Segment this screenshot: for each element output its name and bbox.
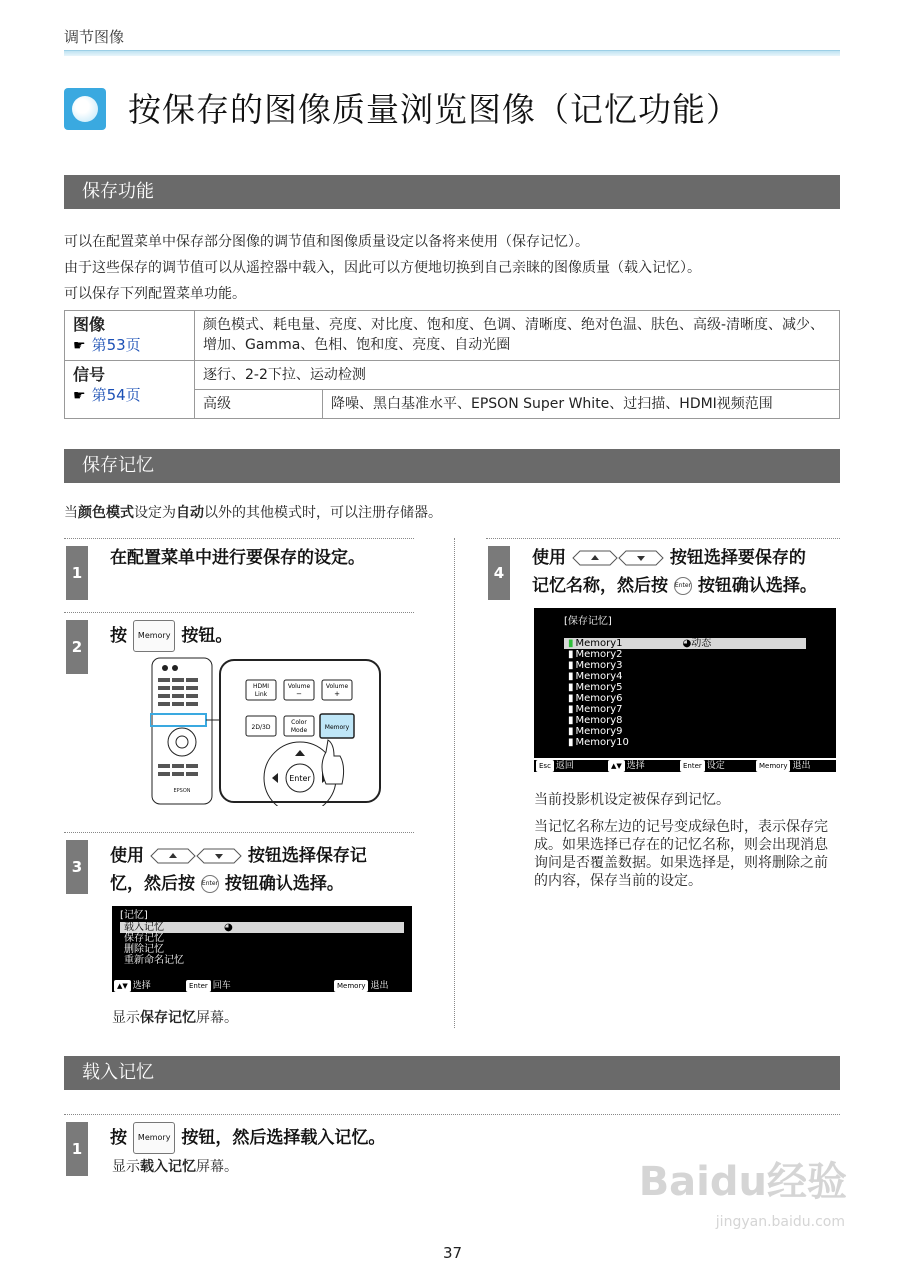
title-bullet-icon <box>64 88 106 130</box>
menu-help-bar: Esc 返回 ▲▼ 选择 Enter 设定 Memory 退出 <box>534 760 836 772</box>
svg-text:Memory: Memory <box>324 724 350 731</box>
step-divider <box>486 538 840 539</box>
enter-key-icon: Enter <box>674 577 692 595</box>
step-divider <box>64 612 414 613</box>
memory-status-icon: ▮ <box>568 660 574 671</box>
menu-item-delete-memory[interactable]: 删除记忆 <box>124 944 164 955</box>
page-reference-link[interactable]: 第53页 <box>91 336 141 354</box>
step-caption: 当前投影机设定被保存到记忆。 <box>534 792 730 808</box>
svg-text:Color: Color <box>291 719 307 726</box>
paragraph: 由于这些保存的调节值可以从遥控器中载入，因此可以方便地切换到自己亲睐的图像质量（载入记忆）。 <box>64 260 701 276</box>
step-caption: 显示保存记忆屏幕。 <box>112 1010 238 1026</box>
memory-menu-screen <box>112 906 412 980</box>
svg-text:EPSON: EPSON <box>173 788 191 794</box>
memory-status-icon: ▮ <box>568 693 574 704</box>
step-text: 使用 按钮选择要保存的 记忆名称，然后按 Enter 按钮确认选择。 <box>532 548 817 596</box>
svg-text:2D/3D: 2D/3D <box>251 724 271 731</box>
memory-color-mode: ◕动态 <box>682 638 712 649</box>
memory-list-item[interactable]: ▮ Memory1 ◕动态 <box>564 638 806 649</box>
memory-list-item[interactable]: ▮ Memory6 <box>568 693 623 704</box>
svg-text:Volume: Volume <box>325 683 349 690</box>
page-number: 37 <box>442 1244 463 1262</box>
page-title: 按保存的图像质量浏览图像（记忆功能） <box>128 90 740 129</box>
header-divider <box>64 50 840 56</box>
section-intro: 当颜色模式设定为自动以外的其他模式时，可以注册存储器。 <box>64 505 442 521</box>
svg-text:HDMI: HDMI <box>252 683 270 690</box>
step-text: 按 Memory 按钮，然后选择载入记忆。 <box>110 1122 385 1154</box>
step-divider <box>64 538 414 539</box>
memory-status-icon: ▮ <box>568 671 574 682</box>
memory-status-icon: ▮ <box>568 638 574 649</box>
table-row <box>65 361 840 390</box>
svg-text:Link: Link <box>254 691 268 698</box>
table-cell: 颜色模式、耗电量、亮度、对比度、饱和度、色调、清晰度、绝对色温、肤色、高级-清晰度、减少、增加、Gamma、色相、饱和度、亮度、自动光圈 <box>195 311 840 361</box>
step-text: 使用 按钮选择保存记 忆，然后按 Enter 按钮确认选择。 <box>110 846 367 894</box>
table-cell: 逐行、2-2下拉、运动检测 <box>195 361 840 390</box>
memory-list-item[interactable]: ▮ Memory10 <box>568 737 629 748</box>
header-title: 调节图像 <box>64 28 125 46</box>
step-caption: 显示载入记忆屏幕。 <box>112 1159 238 1175</box>
memory-list-item[interactable]: ▮ Memory7 <box>568 704 623 715</box>
step-number: 1 <box>66 1122 88 1176</box>
section-title-load-memory: 载入记忆 <box>64 1056 840 1090</box>
memory-status-icon: ▮ <box>568 704 574 715</box>
memory-list-item[interactable]: ▮ Memory9 <box>568 726 623 737</box>
step-divider <box>64 1114 840 1115</box>
memory-list-item[interactable]: ▮ Memory5 <box>568 682 623 693</box>
memory-status-icon: ▮ <box>568 726 574 737</box>
up-arrow-key-icon <box>572 550 618 566</box>
paragraph: 可以保存下列配置菜单功能。 <box>64 286 246 302</box>
svg-text:Volume: Volume <box>287 683 311 690</box>
function-table <box>64 310 840 419</box>
page-reference-link[interactable]: 第54页 <box>91 386 141 404</box>
menu-item-load-memory[interactable]: 载入记忆 ◕ <box>120 922 404 933</box>
enter-key-icon: Enter <box>201 875 219 893</box>
paragraph: 可以在配置菜单中保存部分图像的调节值和图像质量设定以备将来使用（保存记忆）。 <box>64 234 589 250</box>
memory-status-icon: ▮ <box>568 649 574 660</box>
step-text: 在配置菜单中进行要保存的设定。 <box>110 548 365 568</box>
step-number: 2 <box>66 620 88 674</box>
memory-list-item[interactable]: ▮ Memory2 <box>568 649 623 660</box>
watermark-logo: Baidu经验 <box>638 1159 847 1205</box>
pointing-hand-icon: ☛ <box>73 388 86 404</box>
memory-list <box>564 638 806 748</box>
memory-list-item[interactable]: ▮ Memory4 <box>568 671 623 682</box>
down-arrow-key-icon <box>196 848 242 864</box>
pointing-hand-icon: ☛ <box>73 338 86 354</box>
menu-title: [保存记忆] <box>564 616 612 627</box>
memory-list-item[interactable]: ▮ Memory3 <box>568 660 623 671</box>
save-memory-screen <box>534 608 836 758</box>
menu-item-rename-memory[interactable]: 重新命名记忆 <box>124 955 184 966</box>
table-cell: 高级 <box>195 390 323 419</box>
step-number: 1 <box>66 546 88 600</box>
column-divider <box>454 538 455 1028</box>
menu-title: [记忆] <box>120 910 148 921</box>
memory-key-icon: Memory <box>133 1122 176 1154</box>
menu-help-bar: ▲▼ 选择 Enter 回车 Memory 退出 <box>112 980 412 992</box>
menu-item-save-memory[interactable]: 保存记忆 <box>124 933 164 944</box>
section-title-save-memory: 保存记忆 <box>64 449 840 483</box>
memory-status-icon: ▮ <box>568 682 574 693</box>
step-number: 3 <box>66 840 88 894</box>
svg-text:Mode: Mode <box>290 727 308 734</box>
table-row <box>65 311 840 361</box>
memory-status-icon: ▮ <box>568 715 574 726</box>
svg-text:+: + <box>334 690 340 698</box>
category-label: 图像 <box>73 315 106 334</box>
category-label: 信号 <box>73 365 106 384</box>
table-cell: 降噪、黑白基准水平、EPSON Super White、过扫描、HDMI视频范围 <box>323 390 840 419</box>
memory-status-icon: ▮ <box>568 737 574 748</box>
step-divider <box>64 832 414 833</box>
memory-list-item[interactable]: ▮ Memory8 <box>568 715 623 726</box>
section-title-save-function: 保存功能 <box>64 175 840 209</box>
watermark-url: jingyan.baidu.com <box>715 1214 845 1230</box>
step-text: 按 Memory 按钮。 <box>110 620 232 652</box>
step-caption: 当记忆名称左边的记号变成绿色时，表示保存完成。如果选择已存在的记忆名称，则会出现消息询问是否覆盖数据。如果选择是，则将删除之前的内容，保存当前的设定。 <box>534 819 828 889</box>
svg-text:Enter: Enter <box>289 774 311 783</box>
up-arrow-key-icon <box>150 848 196 864</box>
step-number: 4 <box>488 546 510 600</box>
down-arrow-key-icon <box>618 550 664 566</box>
memory-key-icon: Memory <box>133 620 176 652</box>
svg-text:−: − <box>296 690 302 698</box>
remote-control-illustration <box>150 656 382 806</box>
